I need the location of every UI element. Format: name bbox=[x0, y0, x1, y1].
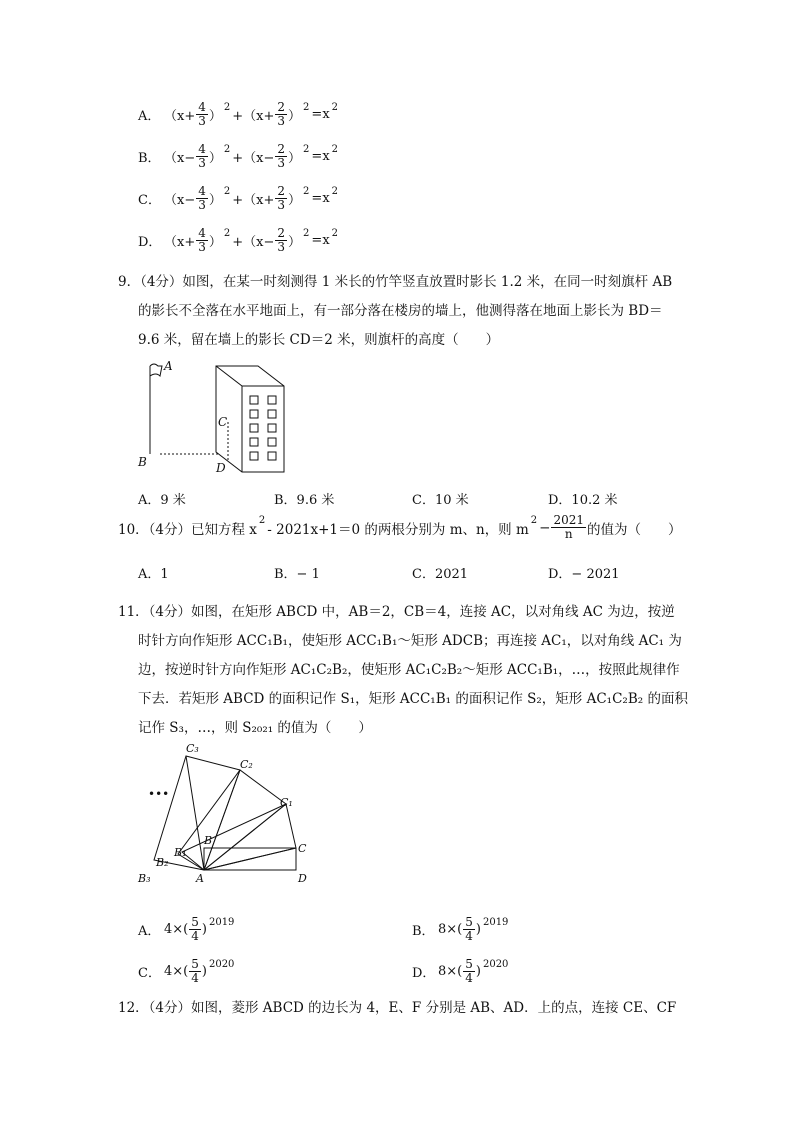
option-exponent: 2019 bbox=[482, 917, 509, 928]
option-letter: C． bbox=[138, 966, 161, 981]
question-12-line-1: 12．（4分）如图，菱形 ABCD 的边长为 4，E、F 分别是 AB、AD．上的点，连接 CE、CF bbox=[118, 1000, 677, 1016]
question-11-line-4: 下去．若矩形 ABCD 的面积记作 S₁，矩形 ACC₁B₁ 的面积记作 S₂，矩形 AC₁C₂B₂ 的面积 bbox=[138, 691, 688, 707]
q10-stem-mid: - 2021x+1＝0 的两根分别为 m、n，则 m bbox=[267, 521, 529, 538]
term1-fraction bbox=[196, 101, 208, 128]
term2-post: ） bbox=[288, 193, 302, 208]
fig11-label-b: B bbox=[204, 834, 213, 847]
option-coefficient: 4× bbox=[164, 922, 184, 937]
option-fraction bbox=[463, 916, 475, 943]
frac-num: 4 bbox=[198, 100, 206, 114]
question-10-option-d: D．− 2021 bbox=[548, 567, 620, 582]
q10-fraction-num: 2021 bbox=[553, 513, 585, 527]
option-exponent: 2020 bbox=[208, 959, 235, 970]
fig11-label-b2: B₂ bbox=[156, 856, 169, 869]
fig11-label-c2: C₂ bbox=[240, 758, 253, 771]
frac-num: 5 bbox=[191, 915, 199, 929]
term1-pre: （x− bbox=[164, 193, 196, 208]
term1-pre: （x+ bbox=[164, 109, 196, 124]
frac-den: 3 bbox=[198, 198, 206, 212]
frac-num: 2 bbox=[277, 184, 286, 198]
close-paren: ) bbox=[475, 964, 481, 979]
term1-fraction bbox=[196, 185, 208, 212]
term2-post: ） bbox=[288, 235, 302, 250]
term1-pre: （x− bbox=[164, 151, 196, 166]
fig11-label-d: D bbox=[298, 872, 307, 882]
fig11-label-c: C bbox=[298, 842, 307, 855]
term2-exp: 2 bbox=[303, 186, 310, 197]
frac-num: 4 bbox=[198, 142, 206, 156]
option-letter: A． bbox=[138, 924, 161, 939]
question-9-option-c: C．10 米 bbox=[412, 493, 469, 508]
question-10-option-c: C．2021 bbox=[412, 567, 469, 582]
fig9-label-c: C bbox=[218, 415, 228, 429]
fig9-label-b: B bbox=[138, 455, 147, 469]
term2-fraction bbox=[275, 227, 287, 254]
question-8-option-b bbox=[138, 143, 340, 170]
term2-fraction bbox=[275, 143, 287, 170]
q10-stem-pre: 10．（4分）已知方程 x bbox=[118, 521, 257, 538]
option-exponent: 2020 bbox=[482, 959, 509, 970]
question-8-option-d bbox=[138, 227, 340, 254]
q10-stem-exp-2: 2 bbox=[530, 515, 538, 526]
tail-exp: 2 bbox=[331, 186, 339, 197]
question-9-option-d: D．10.2 米 bbox=[548, 493, 618, 508]
term2-exp: 2 bbox=[303, 228, 310, 239]
term1-fraction bbox=[196, 227, 208, 254]
fig9-label-d: D bbox=[216, 461, 226, 475]
tail-exp: 2 bbox=[331, 144, 339, 155]
flagpole-building-figure bbox=[136, 356, 296, 476]
q10-stem-post: 的值为（ ） bbox=[587, 521, 682, 538]
open-paren: ( bbox=[457, 964, 463, 979]
frac-num: 2 bbox=[277, 100, 286, 114]
option-letter: B． bbox=[138, 151, 161, 166]
question-11-option-d bbox=[412, 958, 510, 985]
frac-den: 3 bbox=[277, 114, 286, 128]
term2-fraction bbox=[275, 101, 287, 128]
question-11-line-5: 记作 S₃，…，则 S₂₀₂₁ 的值为（ ） bbox=[138, 720, 372, 736]
close-paren: ) bbox=[201, 922, 207, 937]
frac-num: 2 bbox=[277, 226, 286, 240]
frac-num: 5 bbox=[191, 957, 199, 971]
fig11-label-b1: B₁ bbox=[174, 846, 187, 859]
frac-den: 3 bbox=[277, 198, 286, 212]
q10-stem-exp-1: 2 bbox=[258, 515, 266, 526]
term2-pre: +（x+ bbox=[232, 109, 275, 124]
frac-num: 5 bbox=[465, 957, 473, 971]
nested-rectangles-figure bbox=[134, 742, 324, 882]
equation-tail: =x bbox=[311, 149, 330, 164]
question-11-line-3: 边，按逆时针方向作矩形 AC₁C₂B₂，使矩形 AC₁C₂B₂～矩形 ACC₁B₁，…，按照此规律作 bbox=[138, 662, 680, 678]
rect-ac2c3b3 bbox=[154, 756, 240, 870]
frac-den: 3 bbox=[198, 156, 206, 170]
term1-fraction bbox=[196, 143, 208, 170]
frac-num: 4 bbox=[198, 226, 206, 240]
term2-pre: +（x− bbox=[232, 151, 275, 166]
equation-tail: =x bbox=[311, 233, 330, 248]
term2-fraction bbox=[275, 185, 287, 212]
tail-exp: 2 bbox=[331, 228, 339, 239]
option-exponent: 2019 bbox=[208, 917, 235, 928]
fig11-label-c3: C₃ bbox=[186, 742, 199, 755]
fig11-label-c1: C₁ bbox=[280, 796, 293, 809]
term2-exp: 2 bbox=[303, 144, 310, 155]
question-8-option-c bbox=[138, 185, 340, 212]
frac-num: 5 bbox=[465, 915, 473, 929]
option-letter: B． bbox=[412, 924, 435, 939]
option-letter: A． bbox=[138, 109, 161, 124]
q10-fraction-den: n bbox=[564, 527, 573, 541]
fig9-label-a: A bbox=[164, 359, 173, 373]
open-paren: ( bbox=[183, 964, 189, 979]
open-paren: ( bbox=[457, 922, 463, 937]
term1-exp: 2 bbox=[223, 102, 231, 113]
frac-den: 3 bbox=[277, 156, 286, 170]
question-9-option-b: B．9.6 米 bbox=[274, 493, 335, 508]
frac-num: 2 bbox=[277, 142, 286, 156]
term1-pre: （x+ bbox=[164, 235, 196, 250]
fig11-label-b3: B₃ bbox=[138, 872, 151, 882]
option-letter: D． bbox=[412, 966, 436, 981]
frac-den: 3 bbox=[198, 240, 206, 254]
option-coefficient: 8× bbox=[438, 964, 458, 979]
term2-exp: 2 bbox=[303, 102, 310, 113]
term1-post: ） bbox=[208, 151, 222, 166]
close-paren: ) bbox=[475, 922, 481, 937]
question-11-option-c bbox=[138, 958, 236, 985]
term2-pre: +（x− bbox=[232, 235, 275, 250]
q10-minus-sign: − bbox=[539, 519, 551, 536]
question-10-option-b: B．− 1 bbox=[274, 567, 320, 582]
frac-den: 3 bbox=[198, 114, 206, 128]
term2-post: ） bbox=[288, 151, 302, 166]
open-paren: ( bbox=[183, 922, 189, 937]
question-8-option-a bbox=[138, 101, 340, 128]
term1-exp: 2 bbox=[223, 186, 231, 197]
question-9-line-3: 9.6 米，留在墙上的影长 CD＝2 米，则旗杆的高度（ ） bbox=[138, 332, 500, 348]
rect-ac1c2b2 bbox=[178, 770, 286, 870]
fig11-label-a: A bbox=[196, 872, 204, 882]
question-10-stem bbox=[118, 514, 682, 541]
term1-exp: 2 bbox=[223, 144, 231, 155]
flag-shape bbox=[150, 364, 162, 376]
option-letter: C． bbox=[138, 193, 161, 208]
question-11-option-b bbox=[412, 916, 510, 943]
option-fraction bbox=[189, 958, 201, 985]
fig11-ellipsis: ••• bbox=[148, 787, 170, 801]
option-coefficient: 4× bbox=[164, 964, 184, 979]
question-11-line-2: 时针方向作矩形 ACC₁B₁，使矩形 ACC₁B₁～矩形 ADCB；再连接 AC₁，以对角线 AC₁ 为 bbox=[138, 633, 682, 649]
equation-tail: =x bbox=[311, 191, 330, 206]
term2-pre: +（x+ bbox=[232, 193, 275, 208]
question-10-option-a: A．1 bbox=[138, 567, 169, 582]
question-9-option-a: A．9 米 bbox=[138, 493, 186, 508]
frac-num: 4 bbox=[198, 184, 206, 198]
tail-exp: 2 bbox=[331, 102, 339, 113]
term1-post: ） bbox=[208, 235, 222, 250]
frac-den: 4 bbox=[465, 971, 473, 985]
question-11-option-a bbox=[138, 916, 236, 943]
term1-post: ） bbox=[208, 109, 222, 124]
q10-fraction bbox=[551, 514, 586, 541]
equation-tail: =x bbox=[311, 107, 330, 122]
close-paren: ) bbox=[201, 964, 207, 979]
option-fraction bbox=[189, 916, 201, 943]
frac-den: 4 bbox=[191, 971, 199, 985]
frac-den: 3 bbox=[277, 240, 286, 254]
option-coefficient: 8× bbox=[438, 922, 458, 937]
frac-den: 4 bbox=[465, 929, 473, 943]
question-11-line-1: 11．（4分）如图，在矩形 ABCD 中，AB＝2，CB＝4，连接 AC，以对角线 AC 为边，按逆 bbox=[118, 604, 675, 620]
frac-den: 4 bbox=[191, 929, 199, 943]
term2-post: ） bbox=[288, 109, 302, 124]
question-9-line-2: 的影长不全落在水平地面上，有一部分落在楼房的墙上，他测得落在地面上影长为 BD＝ bbox=[138, 303, 663, 319]
term1-post: ） bbox=[208, 193, 222, 208]
term1-exp: 2 bbox=[223, 228, 231, 239]
question-9-line-1: 9．（4分）如图，在某一时刻测得 1 米长的竹竿竖直放置时影长 1.2 米，在同一时刻旗杆 AB bbox=[118, 274, 673, 290]
option-fraction bbox=[463, 958, 475, 985]
option-letter: D． bbox=[138, 235, 162, 250]
